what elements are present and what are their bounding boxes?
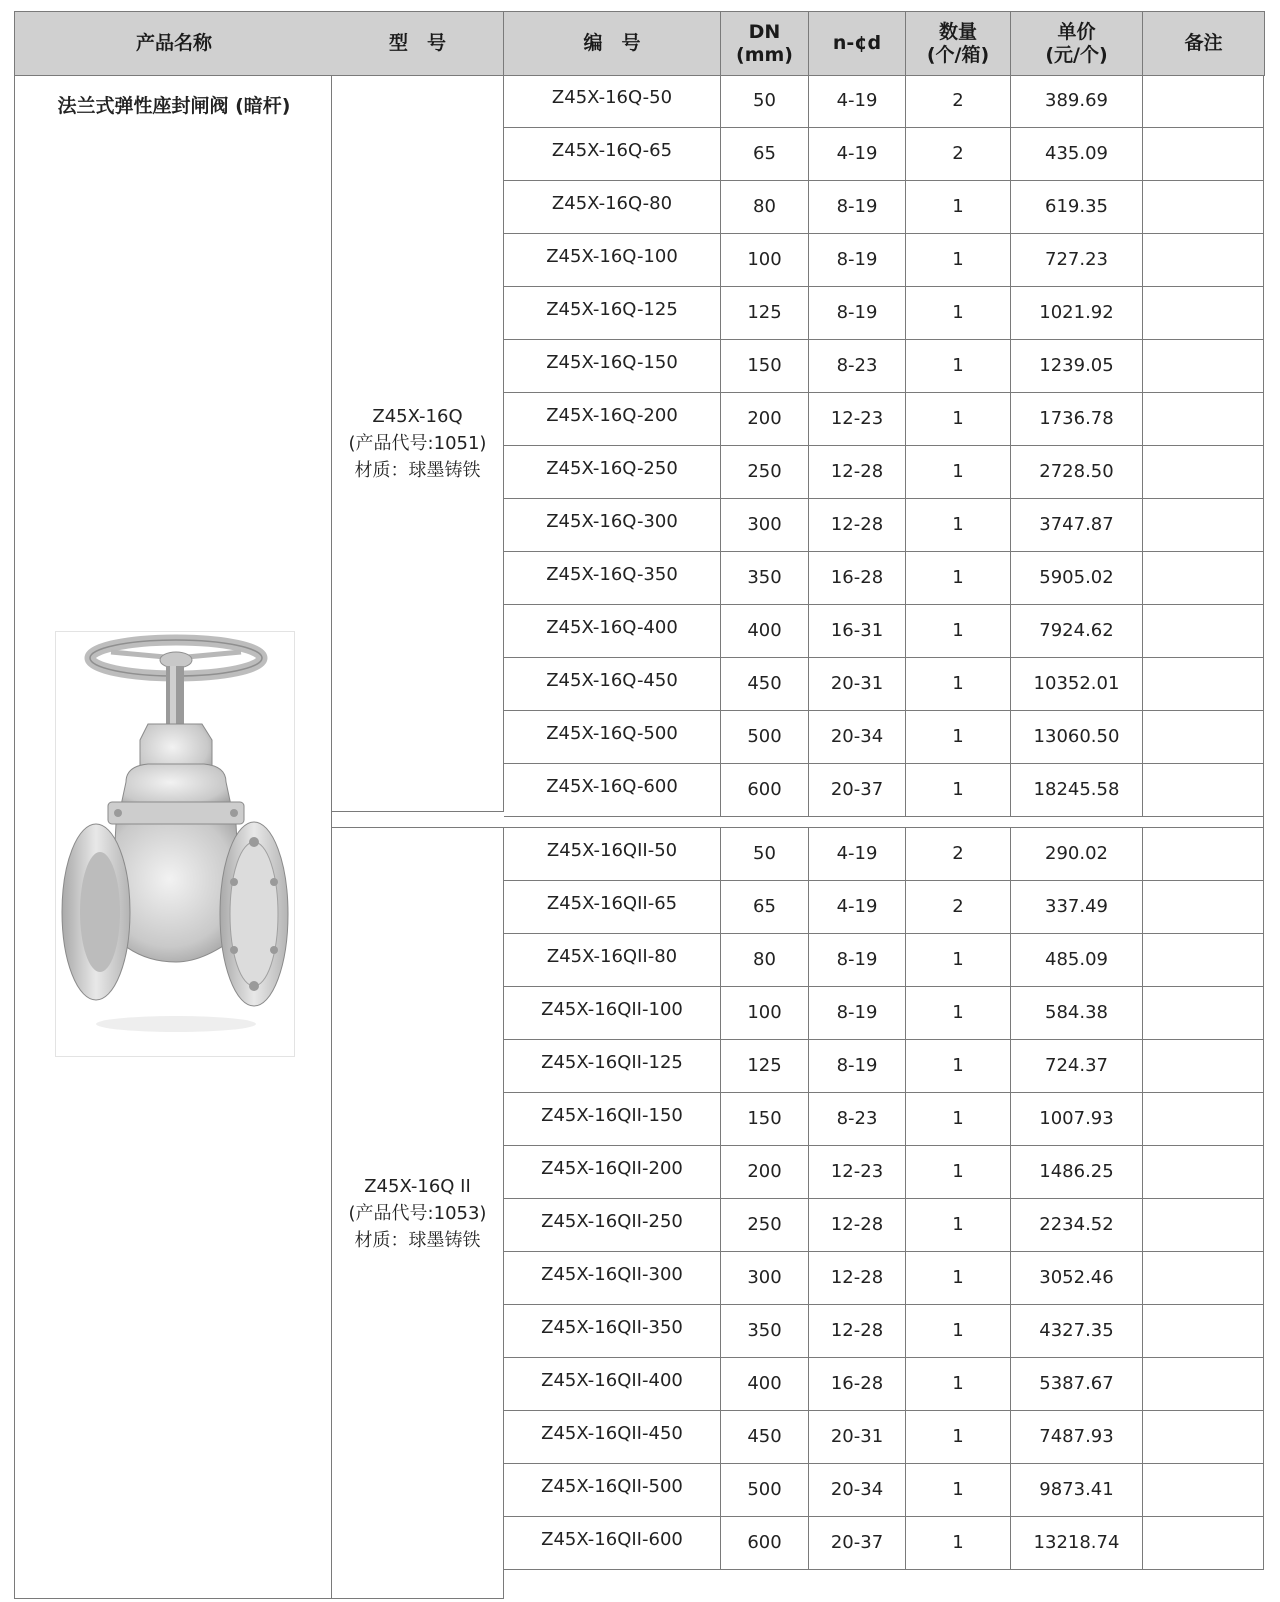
qty-cell: 2 <box>906 881 1011 933</box>
table-row <box>504 1358 1264 1411</box>
price-cell: 389.69 <box>1011 75 1143 127</box>
code-cell: Z45X-16Q-50 <box>504 75 721 127</box>
price-cell: 1021.92 <box>1011 287 1143 339</box>
dn-cell: 100 <box>721 987 809 1039</box>
table-row <box>504 764 1264 817</box>
code-cell: Z45X-16QII-450 <box>504 1411 721 1463</box>
header-qty: 数量 (个/箱) <box>906 11 1011 76</box>
qty-cell: 1 <box>906 1252 1011 1304</box>
note-cell <box>1143 287 1264 339</box>
price-cell: 5905.02 <box>1011 552 1143 604</box>
price-cell: 1007.93 <box>1011 1093 1143 1145</box>
qty-cell: 1 <box>906 658 1011 710</box>
dn-cell: 250 <box>721 446 809 498</box>
dn-cell: 80 <box>721 181 809 233</box>
price-cell: 727.23 <box>1011 234 1143 286</box>
qty-cell: 1 <box>906 711 1011 763</box>
rows-group-1 <box>504 75 1264 817</box>
qty-cell: 1 <box>906 393 1011 445</box>
table-row <box>504 340 1264 393</box>
nd-cell: 4-19 <box>809 128 906 180</box>
dn-cell: 50 <box>721 828 809 880</box>
table-row <box>504 1517 1264 1570</box>
material-note: 材质：球墨铸铁 <box>354 1229 481 1251</box>
qty-cell: 1 <box>906 1093 1011 1145</box>
nd-cell: 16-28 <box>809 1358 906 1410</box>
nd-cell: 16-28 <box>809 552 906 604</box>
code-cell: Z45X-16Q-350 <box>504 552 721 604</box>
nd-cell: 4-19 <box>809 881 906 933</box>
qty-cell: 1 <box>906 605 1011 657</box>
note-cell <box>1143 181 1264 233</box>
qty-cell: 1 <box>906 552 1011 604</box>
table-row <box>504 234 1264 287</box>
product-code-note: (产品代号:1051) <box>348 432 487 454</box>
dn-cell: 100 <box>721 234 809 286</box>
code-cell: Z45X-16Q-200 <box>504 393 721 445</box>
code-cell: Z45X-16Q-400 <box>504 605 721 657</box>
qty-cell: 2 <box>906 128 1011 180</box>
table-row <box>504 934 1264 987</box>
note-cell <box>1143 1464 1264 1516</box>
nd-cell: 20-31 <box>809 1411 906 1463</box>
note-cell <box>1143 340 1264 392</box>
header-nd: n-¢d <box>809 11 906 76</box>
code-cell: Z45X-16Q-250 <box>504 446 721 498</box>
table-row <box>504 75 1264 128</box>
price-cell: 4327.35 <box>1011 1305 1143 1357</box>
dn-cell: 125 <box>721 287 809 339</box>
price-cell: 10352.01 <box>1011 658 1143 710</box>
price-cell: 619.35 <box>1011 181 1143 233</box>
code-cell: Z45X-16QII-400 <box>504 1358 721 1410</box>
code-cell: Z45X-16Q-65 <box>504 128 721 180</box>
table-row <box>504 711 1264 764</box>
code-cell: Z45X-16Q-600 <box>504 764 721 816</box>
product-name: 法兰式弹性座封闸阀 (暗杆) <box>57 95 291 117</box>
code-cell: Z45X-16QII-125 <box>504 1040 721 1092</box>
code-cell: Z45X-16QII-50 <box>504 828 721 880</box>
dn-cell: 65 <box>721 128 809 180</box>
price-cell: 1736.78 <box>1011 393 1143 445</box>
note-cell <box>1143 1358 1264 1410</box>
dn-cell: 350 <box>721 1305 809 1357</box>
qty-cell: 1 <box>906 234 1011 286</box>
qty-cell: 2 <box>906 75 1011 127</box>
gate-valve-photo <box>55 631 295 1057</box>
price-cell: 7924.62 <box>1011 605 1143 657</box>
table-row <box>504 1464 1264 1517</box>
table-row <box>504 987 1264 1040</box>
table-row <box>504 1093 1264 1146</box>
code-cell: Z45X-16Q-500 <box>504 711 721 763</box>
price-cell: 3052.46 <box>1011 1252 1143 1304</box>
nd-cell: 20-34 <box>809 711 906 763</box>
table-row <box>504 1305 1264 1358</box>
dn-cell: 125 <box>721 1040 809 1092</box>
table-row <box>504 827 1264 881</box>
qty-cell: 1 <box>906 1146 1011 1198</box>
qty-cell: 1 <box>906 1199 1011 1251</box>
note-cell <box>1143 1093 1264 1145</box>
header-model: 型 号 <box>332 11 504 76</box>
price-cell: 2728.50 <box>1011 446 1143 498</box>
note-cell <box>1143 1305 1264 1357</box>
price-cell: 337.49 <box>1011 881 1143 933</box>
dn-cell: 150 <box>721 1093 809 1145</box>
table-row <box>504 128 1264 181</box>
qty-cell: 1 <box>906 934 1011 986</box>
qty-cell: 1 <box>906 1358 1011 1410</box>
qty-cell: 1 <box>906 764 1011 816</box>
nd-cell: 8-23 <box>809 340 906 392</box>
price-table <box>14 11 1264 1599</box>
model-name: Z45X-16Q II <box>364 1175 471 1197</box>
code-cell: Z45X-16QII-65 <box>504 881 721 933</box>
code-cell: Z45X-16QII-300 <box>504 1252 721 1304</box>
nd-cell: 12-23 <box>809 1146 906 1198</box>
qty-cell: 1 <box>906 499 1011 551</box>
price-cell: 1486.25 <box>1011 1146 1143 1198</box>
note-cell <box>1143 1146 1264 1198</box>
note-cell <box>1143 987 1264 1039</box>
dn-cell: 300 <box>721 499 809 551</box>
dn-cell: 350 <box>721 552 809 604</box>
nd-cell: 8-19 <box>809 181 906 233</box>
nd-cell: 12-28 <box>809 1305 906 1357</box>
price-cell: 485.09 <box>1011 934 1143 986</box>
price-cell: 584.38 <box>1011 987 1143 1039</box>
table-row <box>504 605 1264 658</box>
price-cell: 9873.41 <box>1011 1464 1143 1516</box>
nd-cell: 12-28 <box>809 1199 906 1251</box>
note-cell <box>1143 446 1264 498</box>
code-cell: Z45X-16Q-300 <box>504 499 721 551</box>
qty-cell: 1 <box>906 1517 1011 1569</box>
header-dn: DN (mm) <box>721 11 809 76</box>
price-cell: 290.02 <box>1011 828 1143 880</box>
qty-cell: 1 <box>906 1040 1011 1092</box>
code-cell: Z45X-16QII-500 <box>504 1464 721 1516</box>
price-cell: 18245.58 <box>1011 764 1143 816</box>
dn-cell: 200 <box>721 1146 809 1198</box>
dn-cell: 300 <box>721 1252 809 1304</box>
note-cell <box>1143 1252 1264 1304</box>
dn-cell: 600 <box>721 764 809 816</box>
table-row <box>504 1252 1264 1305</box>
table-row <box>504 446 1264 499</box>
table-row <box>504 881 1264 934</box>
table-row <box>504 181 1264 234</box>
code-cell: Z45X-16QII-250 <box>504 1199 721 1251</box>
code-cell: Z45X-16QII-80 <box>504 934 721 986</box>
dn-cell: 500 <box>721 1464 809 1516</box>
note-cell <box>1143 764 1264 816</box>
note-cell <box>1143 1411 1264 1463</box>
note-cell <box>1143 128 1264 180</box>
nd-cell: 20-37 <box>809 1517 906 1569</box>
qty-cell: 1 <box>906 1305 1011 1357</box>
header-code: 编 号 <box>504 11 721 76</box>
nd-cell: 12-23 <box>809 393 906 445</box>
note-cell <box>1143 1517 1264 1569</box>
nd-cell: 8-19 <box>809 934 906 986</box>
dn-cell: 65 <box>721 881 809 933</box>
header-note: 备注 <box>1143 11 1265 76</box>
code-cell: Z45X-16Q-150 <box>504 340 721 392</box>
qty-cell: 1 <box>906 1464 1011 1516</box>
dn-cell: 450 <box>721 658 809 710</box>
nd-cell: 12-28 <box>809 1252 906 1304</box>
table-row <box>504 658 1264 711</box>
product-code-note: (产品代号:1053) <box>348 1202 487 1224</box>
model-cell-z45x-16q-ii <box>332 827 504 1599</box>
nd-cell: 20-37 <box>809 764 906 816</box>
note-cell <box>1143 75 1264 127</box>
price-cell: 7487.93 <box>1011 1411 1143 1463</box>
rows-group-2 <box>504 827 1264 1570</box>
note-cell <box>1143 828 1264 880</box>
table-row <box>504 1040 1264 1093</box>
nd-cell: 8-23 <box>809 1093 906 1145</box>
nd-cell: 20-34 <box>809 1464 906 1516</box>
qty-cell: 2 <box>906 828 1011 880</box>
dn-cell: 50 <box>721 75 809 127</box>
model-cell-z45x-16q <box>332 75 504 812</box>
header-price: 单价 (元/个) <box>1011 11 1143 76</box>
note-cell <box>1143 605 1264 657</box>
table-row <box>504 552 1264 605</box>
price-cell: 13060.50 <box>1011 711 1143 763</box>
qty-cell: 1 <box>906 987 1011 1039</box>
note-cell <box>1143 499 1264 551</box>
qty-cell: 1 <box>906 446 1011 498</box>
dn-cell: 150 <box>721 340 809 392</box>
note-cell <box>1143 881 1264 933</box>
dn-cell: 250 <box>721 1199 809 1251</box>
code-cell: Z45X-16Q-80 <box>504 181 721 233</box>
nd-cell: 16-31 <box>809 605 906 657</box>
note-cell <box>1143 711 1264 763</box>
dn-cell: 80 <box>721 934 809 986</box>
price-cell: 5387.67 <box>1011 1358 1143 1410</box>
nd-cell: 12-28 <box>809 499 906 551</box>
code-cell: Z45X-16QII-100 <box>504 987 721 1039</box>
qty-cell: 1 <box>906 1411 1011 1463</box>
price-cell: 724.37 <box>1011 1040 1143 1092</box>
note-cell <box>1143 393 1264 445</box>
qty-cell: 1 <box>906 340 1011 392</box>
dn-cell: 500 <box>721 711 809 763</box>
dn-cell: 200 <box>721 393 809 445</box>
product-name-cell <box>14 75 332 1599</box>
nd-cell: 4-19 <box>809 828 906 880</box>
nd-cell: 8-19 <box>809 234 906 286</box>
material-note: 材质：球墨铸铁 <box>354 459 481 481</box>
note-cell <box>1143 1199 1264 1251</box>
price-cell: 435.09 <box>1011 128 1143 180</box>
nd-cell: 8-19 <box>809 987 906 1039</box>
qty-cell: 1 <box>906 287 1011 339</box>
code-cell: Z45X-16Q-450 <box>504 658 721 710</box>
table-row <box>504 1199 1264 1252</box>
table-row <box>504 393 1264 446</box>
price-cell: 13218.74 <box>1011 1517 1143 1569</box>
code-cell: Z45X-16QII-200 <box>504 1146 721 1198</box>
price-cell: 3747.87 <box>1011 499 1143 551</box>
code-cell: Z45X-16QII-350 <box>504 1305 721 1357</box>
dn-cell: 400 <box>721 1358 809 1410</box>
code-cell: Z45X-16Q-100 <box>504 234 721 286</box>
note-cell <box>1143 552 1264 604</box>
table-row <box>504 499 1264 552</box>
code-cell: Z45X-16QII-150 <box>504 1093 721 1145</box>
table-row <box>504 287 1264 340</box>
header-product-name: 产品名称 <box>14 11 334 76</box>
nd-cell: 8-19 <box>809 287 906 339</box>
dn-cell: 600 <box>721 1517 809 1569</box>
code-cell: Z45X-16QII-600 <box>504 1517 721 1569</box>
nd-cell: 20-31 <box>809 658 906 710</box>
note-cell <box>1143 1040 1264 1092</box>
nd-cell: 12-28 <box>809 446 906 498</box>
table-row <box>504 1411 1264 1464</box>
nd-cell: 8-19 <box>809 1040 906 1092</box>
nd-cell: 4-19 <box>809 75 906 127</box>
note-cell <box>1143 658 1264 710</box>
qty-cell: 1 <box>906 181 1011 233</box>
note-cell <box>1143 934 1264 986</box>
note-cell <box>1143 234 1264 286</box>
model-name: Z45X-16Q <box>372 405 463 427</box>
code-cell: Z45X-16Q-125 <box>504 287 721 339</box>
table-row <box>504 1146 1264 1199</box>
price-cell: 1239.05 <box>1011 340 1143 392</box>
dn-cell: 400 <box>721 605 809 657</box>
price-cell: 2234.52 <box>1011 1199 1143 1251</box>
dn-cell: 450 <box>721 1411 809 1463</box>
